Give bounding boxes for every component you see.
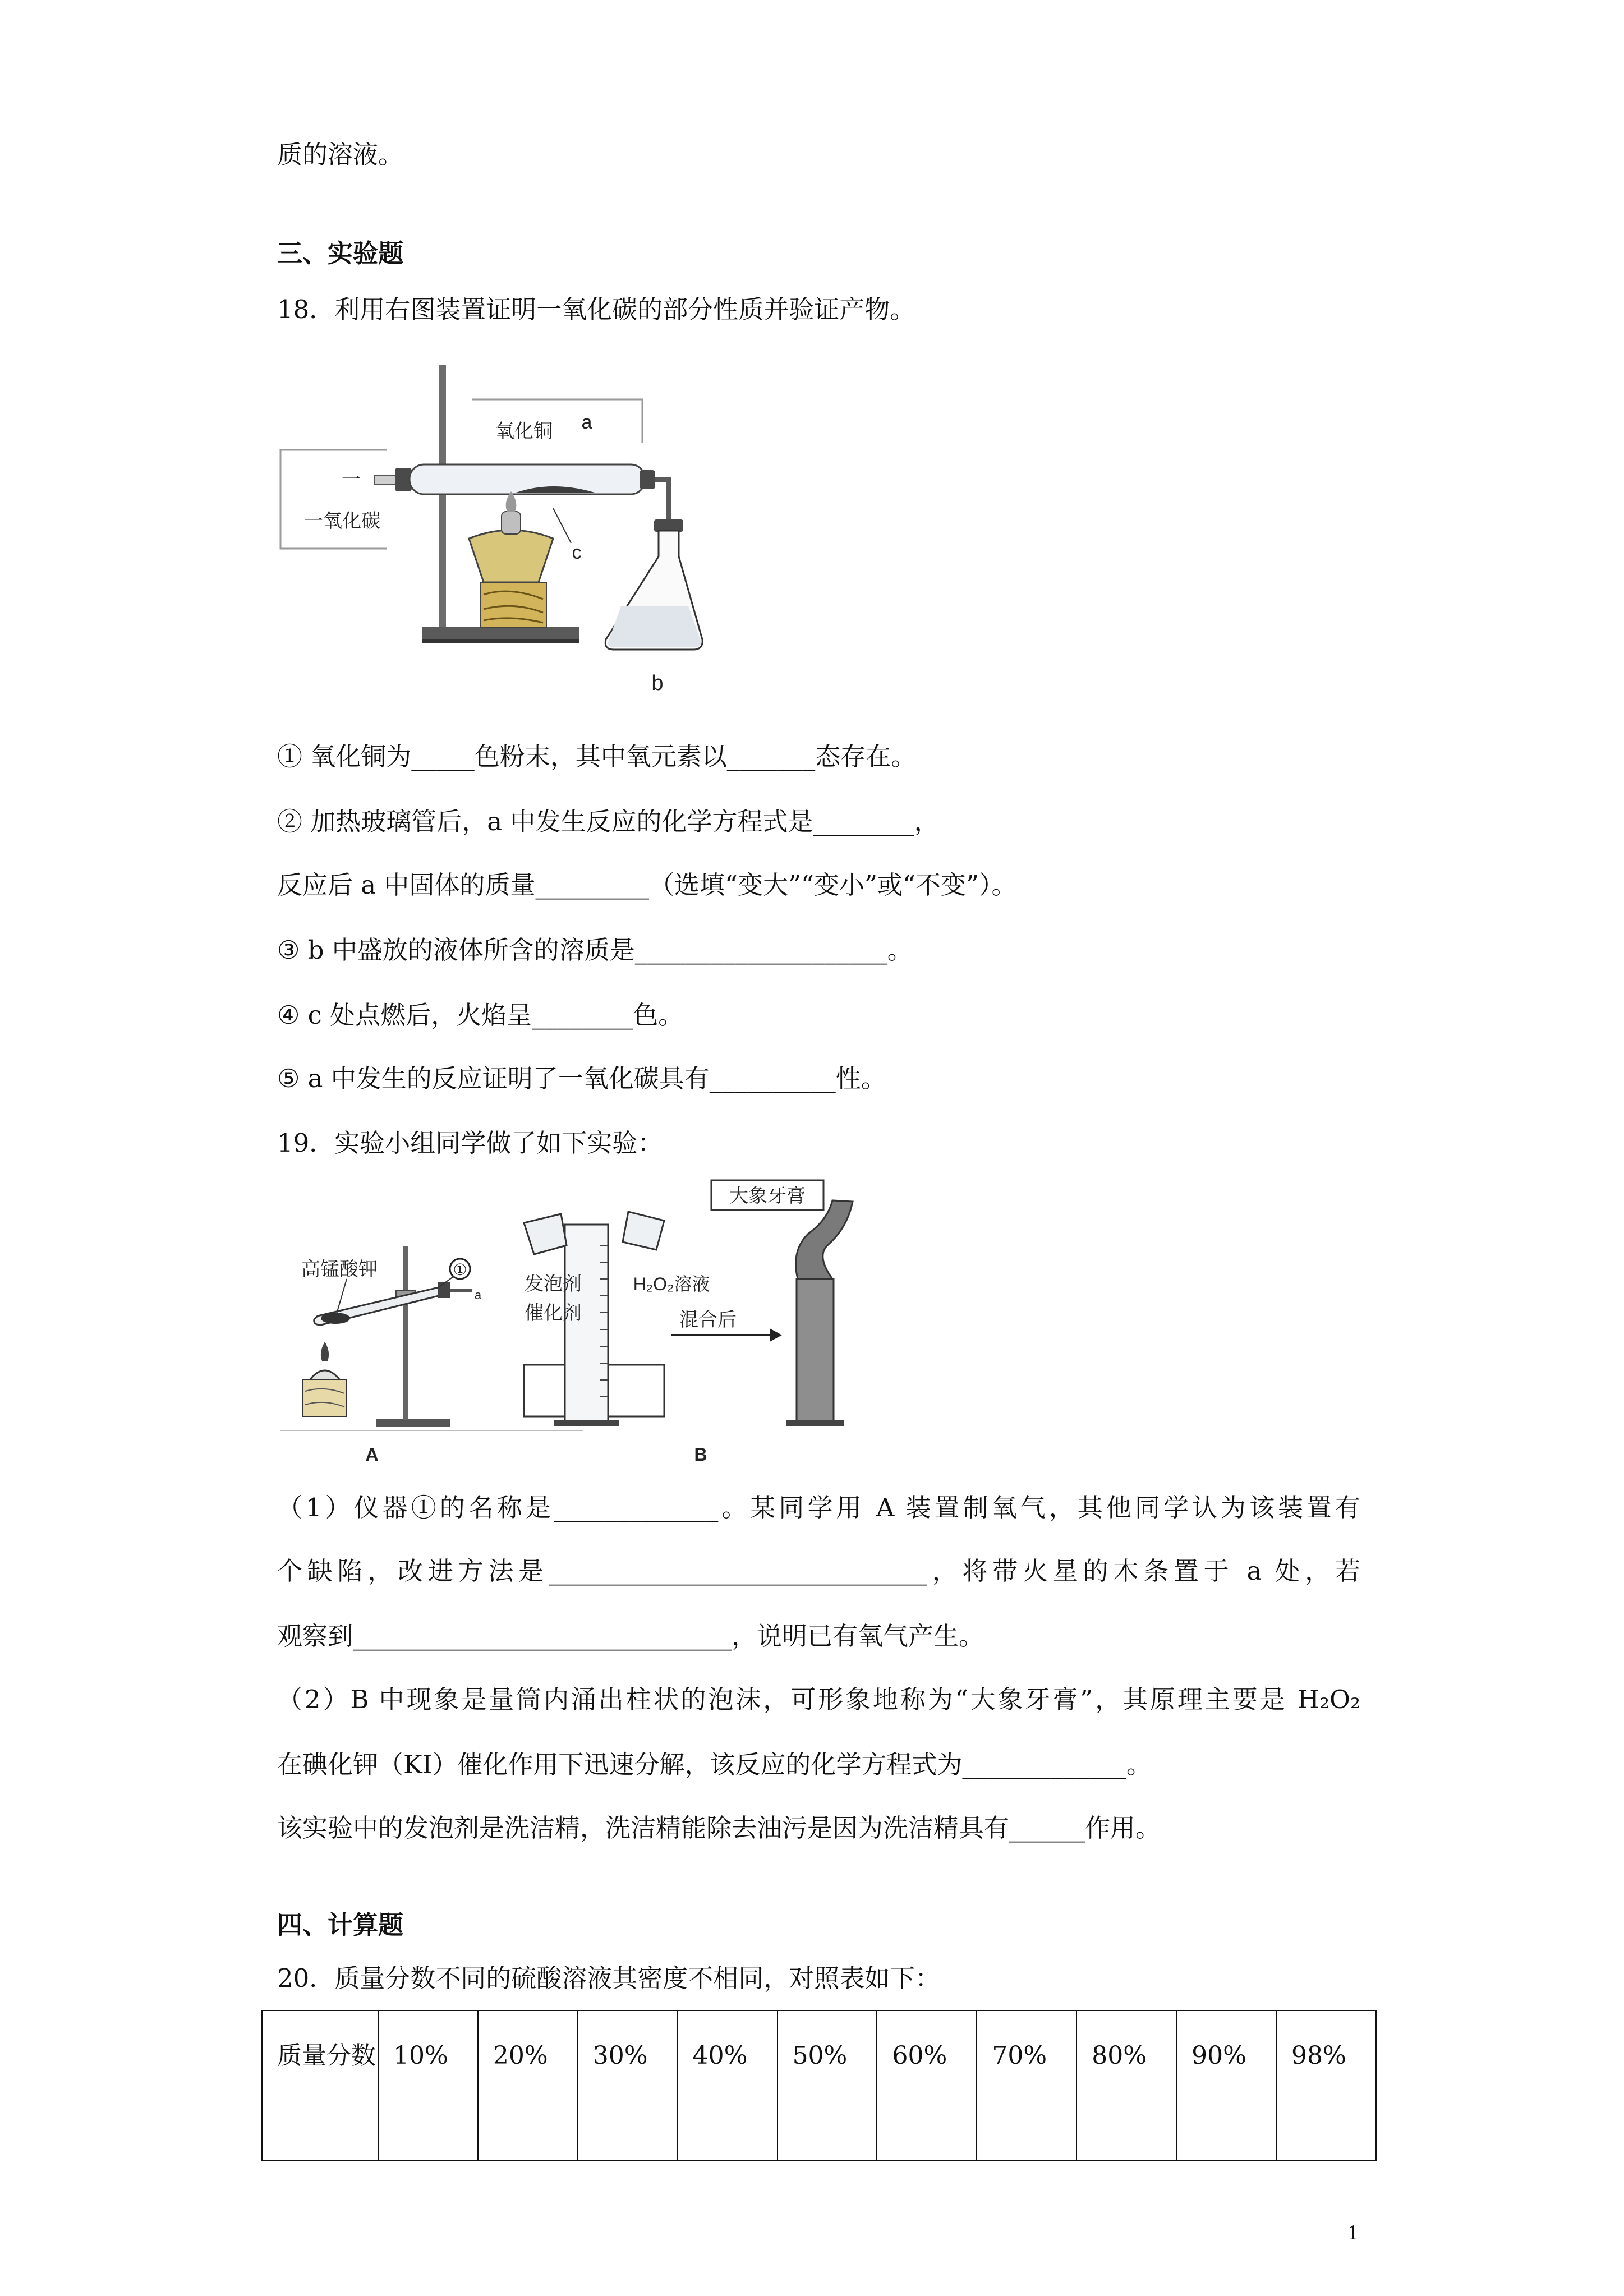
alcohol-lamp-A — [310, 1370, 340, 1380]
q19-part1-line2: 个缺陷，改进方法是______________________________，将带火星的木条置于 a 处，若 — [277, 1556, 1360, 1586]
stand-rod-A — [403, 1246, 408, 1420]
sulfuric-acid-density-table — [261, 2010, 1377, 2161]
stand-base-A — [376, 1419, 450, 1427]
q19-part2-line3: 该实验中的发泡剂是洗洁精，洗洁精能除去油污是因为洗洁精具有______作用。 — [277, 1813, 1161, 1843]
page-number: 1 — [1347, 2221, 1358, 2244]
q19-part1-line3: 观察到______________________________，说明已有氧气产生。 — [277, 1621, 984, 1651]
q19-part2-line2: 在碘化钾（KI）催化作用下迅速分解，该反应的化学方程式为_____________。 — [277, 1750, 1152, 1779]
q19-stem: 19．实验小组同学做了如下实验： — [277, 1128, 663, 1158]
table-cell: 40% — [678, 2010, 778, 2161]
lamp-wick-holder — [502, 512, 521, 534]
q18-item-1: ① 氧化铜为_____色粉末，其中氧元素以_______态存在。 — [277, 742, 917, 771]
label-apparatus-B: B — [694, 1444, 707, 1465]
iron-stand-rod — [439, 365, 446, 628]
q18-item-2: ② 加热玻璃管后，a 中发生反应的化学方程式是________， — [277, 807, 940, 836]
continuation-text: 质的溶液。 — [277, 140, 404, 169]
q18-item-3: ③ b 中盛放的液体所含的溶质是____________________。 — [277, 935, 913, 965]
graduated-cylinder-B — [565, 1225, 608, 1424]
table-header-mass-fraction: 质量分数 — [262, 2010, 378, 2161]
label-catalyst: 催化剂 — [525, 1303, 582, 1324]
q18-item-4: ④ c 处点燃后，火焰呈________色。 — [277, 1000, 684, 1030]
co-source-frame — [280, 450, 387, 549]
cylinder-base-result — [786, 1420, 844, 1426]
q20-stem: 20．质量分数不同的硫酸溶液其密度不相同，对照表如下： — [277, 1963, 941, 1993]
label-carbon-monoxide: 一氧化碳 — [304, 510, 380, 532]
kmno4-powder — [321, 1313, 350, 1324]
q18-item-2-continued: 反应后 a 中固体的质量_________（选填“变大”“变小”或“不变”）。 — [277, 870, 1017, 900]
q19-part2-line1: （2）B 中现象是量筒内涌出柱状的泡沫，可形象地称为“大象牙膏”，其原理主要是 H₂O₂ — [277, 1685, 1360, 1714]
label-instrument-1: ① — [453, 1261, 467, 1278]
table-cell: 80% — [1076, 2010, 1176, 2161]
co-reduction-apparatus-figure — [275, 359, 712, 707]
label-a-outlet: a — [474, 1288, 482, 1302]
label-elephant-toothpaste: 大象牙膏 — [729, 1185, 806, 1207]
table-cell: 20% — [478, 2010, 578, 2161]
pointer-kmno4 — [337, 1279, 347, 1314]
graduated-cylinder-result — [797, 1279, 834, 1424]
section-4-title: 四、计算题 — [277, 1910, 404, 1940]
alcohol-lamp-body — [469, 530, 553, 582]
flask-liquid — [608, 606, 701, 647]
label-h2o2-solution: H₂O₂溶液 — [633, 1274, 710, 1294]
table-cell: 10% — [378, 2010, 478, 2161]
iron-stand-base-shadow — [422, 639, 579, 643]
cylinder-base-B — [554, 1420, 619, 1426]
table-cell: 70% — [977, 2010, 1076, 2161]
pouring-beaker-right — [623, 1212, 664, 1250]
table-row — [262, 2010, 1376, 2161]
table-cell: 90% — [1176, 2010, 1276, 2161]
stopper-A — [438, 1282, 450, 1298]
q18-item-5: ⑤ a 中发生的反应证明了一氧化碳具有__________性。 — [277, 1064, 886, 1093]
table-cell: 50% — [778, 2010, 877, 2161]
label-copper-oxide: 氧化铜 — [495, 421, 553, 442]
right-stopper — [640, 470, 655, 489]
q18-stem: 18．利用右图装置证明一氧化碳的部分性质并验证产物。 — [277, 295, 915, 324]
label-kmno4: 高锰酸钾 — [301, 1259, 378, 1280]
label-c: c — [572, 542, 582, 563]
foam-column — [796, 1200, 853, 1279]
wooden-block-A — [302, 1379, 347, 1416]
oxygen-and-toothpaste-figure — [269, 1167, 864, 1481]
label-b: b — [651, 671, 664, 695]
table-cell: 30% — [578, 2010, 678, 2161]
label-apparatus-A: A — [365, 1444, 379, 1465]
pouring-beaker-left — [524, 1214, 567, 1254]
label-a: a — [581, 412, 592, 433]
table-cell: 98% — [1276, 2010, 1376, 2161]
label-after-mixing: 混合后 — [679, 1309, 737, 1331]
section-3-title: 三、实验题 — [277, 238, 404, 268]
q19-part1-line1: （1）仪器①的名称是_____________。某同学用 A 装置制氧气，其他同学认为该装置有 — [277, 1493, 1360, 1522]
table-cell: 60% — [877, 2010, 977, 2161]
pointer-c — [553, 508, 571, 543]
label-inlet-arrow: 一 — [342, 469, 361, 490]
flame-A — [321, 1342, 329, 1361]
label-foaming-agent: 发泡剂 — [525, 1273, 582, 1295]
mix-arrow-head — [770, 1328, 782, 1342]
